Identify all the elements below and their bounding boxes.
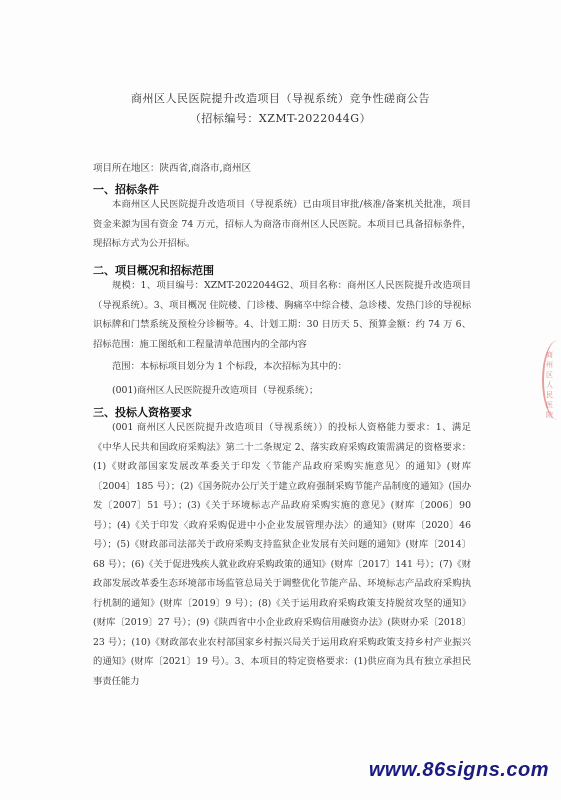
section-heading-tender-conditions: 一、招标条件 [93,183,159,196]
project-overview-paragraph: 规模：1、项目编号：XZMT-2022044G2、项目名称：商州区人民医院提升改造项目（导视系统）。3、项目概况 住院楼、门诊楼、胸痛卒中综合楼、急诊楼、发热门诊的导视标识标牌和门禁系统及预检分诊橱等。4、计划工期：30 日历天 5、预算金额：约 74 万 6、招标范围：施工图纸和工程量清单范围内的全部内容 [93,280,471,350]
tender-number: （招标编号：XZMT-2022044G） [189,112,372,125]
document-title: 商州区人民医院提升改造项目（导视系统）竞争性磋商公告 [131,92,430,105]
official-seal-text: 商州区人民医院 [546,351,553,419]
site-watermark: www.86signs.com [368,759,549,781]
project-location: 项目所在地区：陕西省,商洛市,商州区 [93,163,252,174]
section-heading-project-overview: 二、项目概况和招标范围 [93,264,214,277]
tender-conditions-paragraph: 本商州区人民医院提升改造项目（导视系统）已由项目审批/核准/备案机关批准，项目资金来源为国有资金 74 万元，招标人为商洛市商州区人民医院。本项目已具备招标条件，现招标方式为公开招标。 [93,199,471,249]
section-heading-bidder-qualifications: 三、投标人资格要求 [93,406,192,419]
bidder-qualifications-paragraph: (001 商州区人民医院提升改造项目（导视系统））的投标人资格能力要求：1、满足《中华人民共和国政府采购法》第二十二条规定 2、落实政府采购政策需满足的资格要求：(1)《财政部国家发展改革委关于印发〈节能产品政府采购实施意见〉的通知》(财库〔2004〕185 号）；(2)《国务院办公厅关于建立政府强制采购节能产品制度的通知》(国办发〔2007〕51 号）；(3)《关于环境标志产品政府采购实施的意见》(财库〔2006〕90 号）；(4)《关于印发〈政府采购促进中小企业发展管理办法〉的通知》(财库〔2020〕46 号）；(5)《财政部司法部关于政府采购支持监狱企业发展有关问题的通知》(财库〔2014〕68 号）；(6)《关于促进残疾人就业政府采购政策的通知》(财库〔2017〕141 号）；(7)《财政部发展改革委生态环境部市场监管总局关于调整优化节能产品、环境标志产品政府采购执行机制的通知》(财库〔2019〕9 号）；(8)《关于运用政府采购政策支持脱贫攻坚的通知》(财库〔2019〕27 号）；(9)《陕西省中小企业政府采购信用融资办法》(陕财办采〔2018〕23 号）；(10)《财政部农业农村部国家乡村振兴局关于运用政府采购政策支持乡村产业振兴的通知》(财库〔2021〕19 号）。3、本项目的特定资格要求：(1)供应商为具有独立承担民事责任能力 [93,422,471,687]
scope-paragraph: 范围：本标标项目划分为 1 个标段，本次招标为其中的： [112,361,347,372]
lot-paragraph: (001)商州区人民医院提升改造项目（导视系统）； [112,385,319,396]
